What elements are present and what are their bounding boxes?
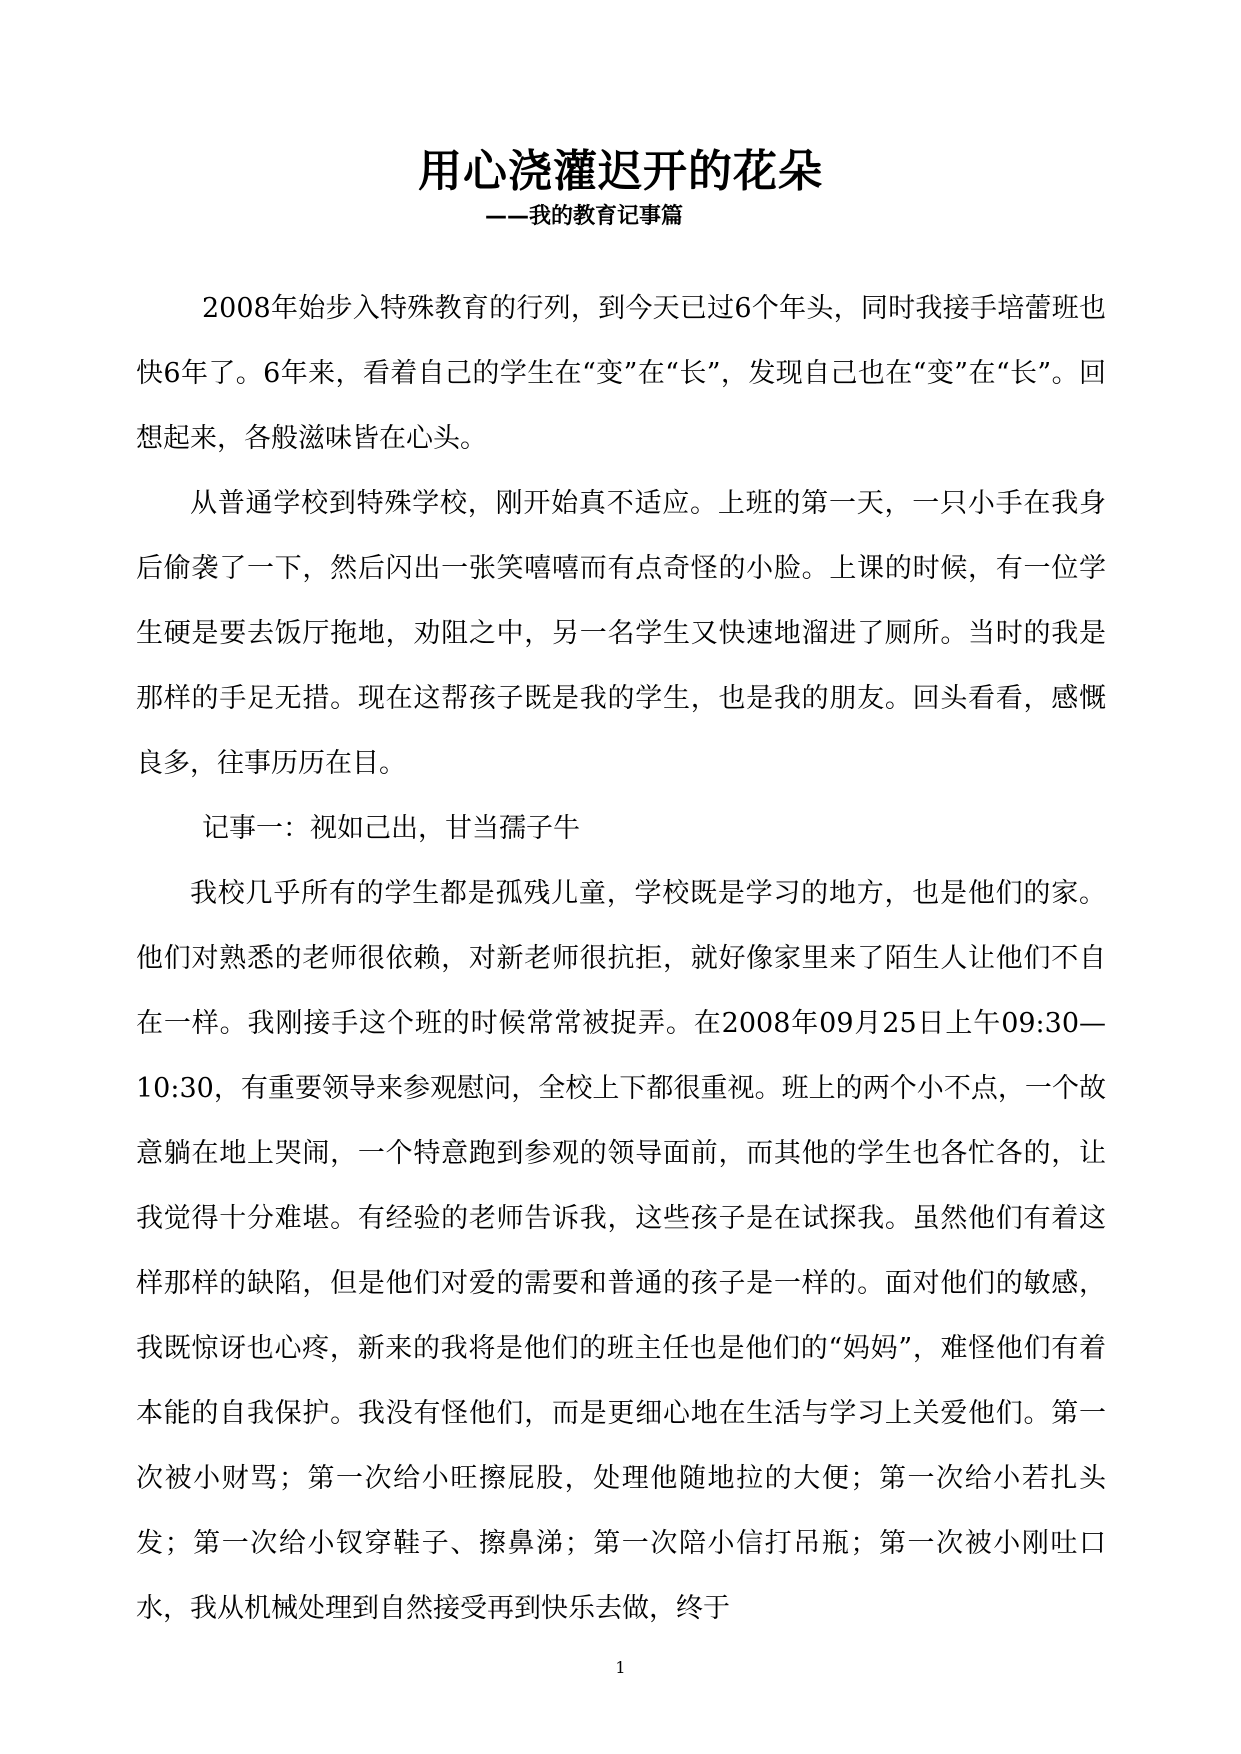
document-title: 用心浇灌迟开的花朵 (418, 146, 823, 197)
document-subtitle: ——我的教育记事篇 (485, 204, 684, 229)
document-body (136, 276, 1106, 1641)
page-number: 1 (615, 1658, 626, 1677)
paragraph-note-one-body: 我校几乎所有的学生都是孤残儿童，学校既是学习的地方，也是他们的家。他们对熟悉的老师很依赖，对新老师很抗拒，就好像家里来了陌生人让他们不自在一样。我刚接手这个班的时候常常被捉弄。在2008年09月25日上午09:30—10:30，有重要领导来参观慰问，全校上下都很重视。班上的两个小不点，一个故意躺在地上哭闹，一个特意跑到参观的领导面前，而其他的学生也各忙各的，让我觉得十分难堪。有经验的老师告诉我，这些孩子是在试探我。虽然他们有着这样那样的缺陷，但是他们对爱的需要和普通的孩子是一样的。面对他们的敏感，我既惊讶也心疼，新来的我将是他们的班主任也是他们的“妈妈”，难怪他们有着本能的自我保护。我没有怪他们，而是更细心地在生活与学习上关爱他们。第一次被小财骂；第一次给小旺擦屁股，处理他随地拉的大便；第一次给小若扎头发；第一次给小钗穿鞋子、擦鼻涕；第一次陪小信打吊瓶；第一次被小刚吐口水，我从机械处理到自然接受再到快乐去做，终于 (136, 878, 1106, 1624)
section-heading-note-one: 记事一：视如己出，甘当孺子牛 (202, 813, 580, 844)
paragraph-first-day: 从普通学校到特殊学校，刚开始真不适应。上班的第一天，一只小手在我身后偷袭了一下，然后闪出一张笑嘻嘻而有点奇怪的小脸。上课的时候，有一位学生硬是要去饭厅拖地，劝阻之中，另一名学生又快速地溜进了厕所。当时的我是那样的手足无措。现在这帮孩子既是我的学生，也是我的朋友。回头看看，感慨良多，往事历历在目。 (136, 488, 1106, 779)
paragraph-intro: 2008年始步入特殊教育的行列，到今天已过6个年头，同时我接手培蕾班也快6年了。6年来，看着自己的学生在“变”在“长”，发现自己也在“变”在“长”。回想起来，各般滋味皆在心头。 (136, 293, 1106, 454)
